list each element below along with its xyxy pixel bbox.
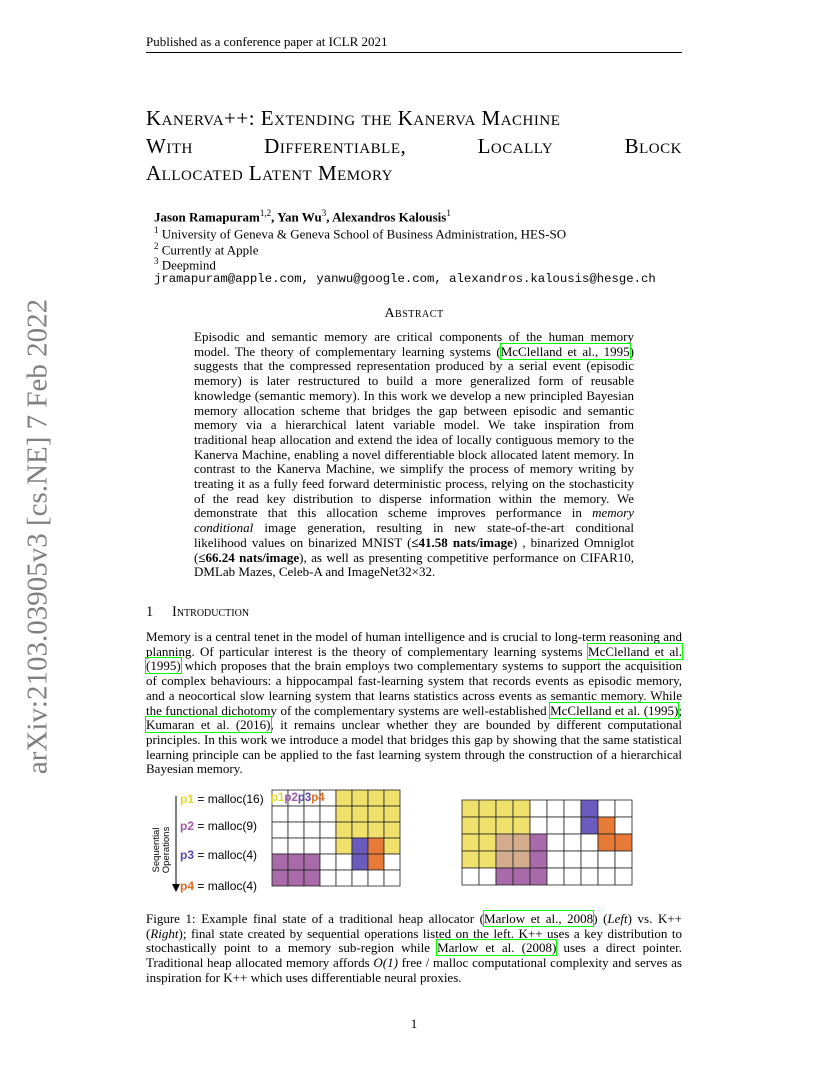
caption-text: free / malloc computational complexity and serves as inspiration for K++ which uses differentiable neural proxies. xyxy=(146,955,682,985)
figure-caption xyxy=(146,912,682,986)
memory-cell xyxy=(352,806,368,822)
memory-cell xyxy=(564,851,581,868)
title-word: Differentiable, xyxy=(264,134,407,158)
axis-label xyxy=(152,826,172,874)
title-line-1: Kanerva++: Extending the Kanerva Machine xyxy=(146,106,561,130)
page-number: 1 xyxy=(410,1016,418,1031)
memory-cell xyxy=(352,822,368,838)
sequence-arrow-icon xyxy=(172,796,180,892)
memory-cell xyxy=(513,851,530,868)
op-text: = malloc(4) xyxy=(194,879,258,893)
op-tag: p1 xyxy=(180,792,195,806)
affil-text: Deepmind xyxy=(158,257,216,273)
affil-sup: 2 xyxy=(154,241,159,251)
memory-cell xyxy=(615,834,632,851)
memory-cell xyxy=(581,851,598,868)
memory-cell xyxy=(513,800,530,817)
citation-link[interactable]: McClelland et al. (1995) xyxy=(550,702,679,718)
op-tag: p2 xyxy=(180,819,195,833)
section-number: 1 xyxy=(146,604,154,620)
memory-cell xyxy=(352,838,368,854)
memory-cell xyxy=(352,790,368,806)
memory-cell xyxy=(462,868,479,885)
memory-cell xyxy=(320,854,336,870)
op-text: = malloc(4) xyxy=(194,848,258,862)
memory-cell xyxy=(304,822,320,838)
memory-cell xyxy=(581,834,598,851)
memory-cell xyxy=(384,806,400,822)
memory-cell xyxy=(320,870,336,886)
memory-cell xyxy=(547,851,564,868)
result-mnist: ≤41.58 nats/image xyxy=(411,534,513,550)
abstract-heading: Abstract xyxy=(384,306,444,321)
memory-cell xyxy=(272,806,288,822)
memory-cell xyxy=(513,868,530,885)
memory-cell xyxy=(336,854,352,870)
memory-cell xyxy=(272,870,288,886)
memory-cell xyxy=(288,822,304,838)
author-list xyxy=(154,208,451,225)
author-emails: jramapuram@apple.com, yanwu@google.com, alexandros.kalousis@hesge.ch xyxy=(154,272,656,286)
caption-text: ) vs. K++ ( xyxy=(146,911,682,941)
affil-sup: 1 xyxy=(154,225,159,235)
memory-cell xyxy=(479,800,496,817)
citation-link[interactable]: Marlow et al. (2008) xyxy=(437,940,557,956)
memory-cell xyxy=(479,817,496,834)
affil-text: University of Geneva & Geneva School of Business Administration, HES-SO xyxy=(158,226,567,242)
abstract-body xyxy=(194,330,634,580)
memory-cell xyxy=(304,838,320,854)
title-line-3: Allocated Latent Memory xyxy=(146,161,393,185)
memory-cell xyxy=(304,870,320,886)
pointer-tag: p4 xyxy=(311,792,325,804)
memory-cell xyxy=(496,800,513,817)
figure-heap-allocator xyxy=(150,788,420,898)
memory-cell xyxy=(368,806,384,822)
memory-cell xyxy=(615,851,632,868)
memory-cell xyxy=(352,854,368,870)
abstract-text: ) suggests that the compressed representation produced by a serial event (episodic memory) is later restructured to build a more generalized form of reusable knowledge (semantic memory). In this work we develop a new principled Bayesian memory allocation scheme that bridges the gap between episodic and semantic memory via a hierarchical latent variable model. We take inspiration from traditional heap allocation and extend the idea of locally contiguous memory to the Kanerva Machine, enabling a novel differentiable block allocated latent memory. In contrast to the Kanerva Machine, we simplify the process of memory writing by treating it as a fully feed forward deterministic process, relying on the stochasticity of the read key distribution to disperse information within the memory. We demonstrate that this allocation scheme improves performance in xyxy=(194,343,634,521)
kpp-grid-svg xyxy=(460,798,636,894)
memory-cell xyxy=(336,790,352,806)
memory-cell xyxy=(368,870,384,886)
memory-cell xyxy=(462,800,479,817)
paper-title xyxy=(146,106,682,196)
memory-cell xyxy=(462,817,479,834)
abstract-text: image generation, resulting in new state-of-the-art conditional likelihood values on binarized MNIST ( xyxy=(194,520,634,550)
citation-link[interactable]: Kumaran et al. (2016) xyxy=(146,717,271,733)
intro-text: which proposes that the brain employs two complementary systems to support the acquisition of complex behaviours: a hippocampal fast-learning system that records events as episodic memory, and a neocortical slow learning system that learns statistics across events as semantic memory. While the functional dichotomy of the complementary systems are well-established xyxy=(146,658,682,718)
memory-cell xyxy=(336,870,352,886)
memory-cell xyxy=(615,817,632,834)
memory-cell xyxy=(530,800,547,817)
section-title: Introduction xyxy=(172,604,250,620)
abstract-text: ), as well as presenting competitive performance on CIFAR10, DMLab Mazes, Celeb-A and ImageNet32×32. xyxy=(194,549,634,580)
op-text: = malloc(9) xyxy=(194,819,258,833)
memory-cell xyxy=(496,817,513,834)
author-name: , Alexandros Kalousis xyxy=(326,209,447,225)
memory-cell xyxy=(564,868,581,885)
intro-paragraph xyxy=(146,630,682,777)
memory-cell xyxy=(547,817,564,834)
citation-link[interactable]: McClelland et al., 1995 xyxy=(500,343,630,359)
memory-cell xyxy=(547,868,564,885)
figure-kanerva-pp xyxy=(460,798,636,894)
memory-cell xyxy=(530,834,547,851)
pointer-tag: p1 xyxy=(271,792,285,804)
memory-cell xyxy=(384,838,400,854)
memory-cell xyxy=(288,806,304,822)
author-affil-sup: 3 xyxy=(321,208,327,218)
op-tag: p3 xyxy=(180,848,195,862)
arxiv-stamp: arXiv:2103.03905v3 [cs.NE] 7 Feb 2022 xyxy=(21,298,54,775)
caption-text: uses a direct pointer. Traditional heap allocated memory affords xyxy=(146,940,682,971)
memory-cell xyxy=(581,817,598,834)
memory-cell xyxy=(384,822,400,838)
caption-text: ) ( xyxy=(593,911,608,926)
pointer-tag: p2 xyxy=(284,792,298,804)
memory-cell xyxy=(352,870,368,886)
memory-cell xyxy=(272,854,288,870)
author-name: , Yan Wu xyxy=(271,209,322,225)
op-malloc-p2 xyxy=(180,819,257,833)
memory-cell xyxy=(598,800,615,817)
affiliation xyxy=(154,225,566,242)
intro-text: , it remains unclear whether they are bounded by different computational principles. In this work we introduce a model that bridges this gap by showing that the same statistical learning principle can be applied to the fast learning system through the construction of a hierarchical Bayesian memory. xyxy=(146,717,682,777)
memory-cell xyxy=(384,790,400,806)
abstract-text: Episodic and semantic memory are critical components of the human memory model. The theory of complementary learning systems ( xyxy=(194,329,634,359)
intro-text: ; xyxy=(678,702,682,718)
result-omniglot: ≤66.24 nats/image xyxy=(198,549,300,565)
memory-cell xyxy=(336,806,352,822)
pointer-tag: p3 xyxy=(297,792,312,804)
memory-cell xyxy=(598,817,615,834)
op-text: = malloc(16) xyxy=(194,792,264,806)
memory-cell xyxy=(288,870,304,886)
title-line-2 xyxy=(146,134,682,159)
op-malloc-p3 xyxy=(180,848,257,862)
memory-cell xyxy=(384,854,400,870)
header-rule xyxy=(146,52,682,53)
affil-text: Currently at Apple xyxy=(158,242,259,258)
citation-link[interactable]: Marlow et al., 2008 xyxy=(484,911,594,926)
memory-cell xyxy=(479,868,496,885)
author-affil-sup: 1 xyxy=(446,208,451,218)
memory-cell xyxy=(564,834,581,851)
axis-label-line: Sequential xyxy=(151,827,162,873)
memory-cell xyxy=(272,822,288,838)
caption-emphasis: Right xyxy=(150,925,179,941)
memory-cell xyxy=(462,851,479,868)
title-word: Locally xyxy=(477,134,554,158)
memory-cell xyxy=(462,834,479,851)
memory-cell xyxy=(581,800,598,817)
citation-link[interactable]: McClelland et al. (1995) xyxy=(146,643,682,674)
memory-cell xyxy=(547,800,564,817)
memory-cell xyxy=(479,851,496,868)
memory-cell xyxy=(320,822,336,838)
abstract-text: ) , binarized Omniglot ( xyxy=(194,534,635,565)
memory-cell xyxy=(513,834,530,851)
section-heading xyxy=(146,604,249,621)
memory-cell xyxy=(320,806,336,822)
caption-math: O(1) xyxy=(373,955,398,971)
memory-cell xyxy=(530,851,547,868)
pointer-tags xyxy=(271,792,325,804)
affil-sup: 3 xyxy=(154,256,159,266)
memory-cell xyxy=(272,838,288,854)
memory-cell xyxy=(564,800,581,817)
memory-cell xyxy=(496,851,513,868)
op-malloc-p4 xyxy=(180,879,257,893)
memory-cell xyxy=(598,834,615,851)
memory-cell xyxy=(598,868,615,885)
affiliation xyxy=(154,256,216,273)
memory-cell xyxy=(368,822,384,838)
memory-cell xyxy=(368,854,384,870)
memory-cell xyxy=(615,800,632,817)
abstract-emphasis: memory conditional xyxy=(194,505,634,536)
axis-label-line: Operations xyxy=(161,826,172,874)
memory-cell xyxy=(336,822,352,838)
caption-emphasis: Left xyxy=(607,911,628,926)
memory-cell xyxy=(530,817,547,834)
memory-cell xyxy=(513,817,530,834)
memory-cell xyxy=(288,854,304,870)
memory-cell xyxy=(530,868,547,885)
running-header: Published as a conference paper at ICLR 2021 xyxy=(146,34,388,49)
memory-cell xyxy=(304,806,320,822)
memory-cell xyxy=(547,834,564,851)
op-tag: p4 xyxy=(180,879,195,893)
memory-cell xyxy=(598,851,615,868)
memory-cell xyxy=(479,834,496,851)
memory-cell xyxy=(288,838,304,854)
memory-cell xyxy=(320,838,336,854)
memory-cell xyxy=(336,838,352,854)
title-word: Block xyxy=(624,134,682,158)
author-name: Jason Ramapuram xyxy=(154,209,260,225)
op-malloc-p1 xyxy=(180,792,264,806)
memory-cell xyxy=(564,817,581,834)
memory-cell xyxy=(581,868,598,885)
memory-cell xyxy=(368,790,384,806)
memory-cell xyxy=(384,870,400,886)
title-word: With xyxy=(146,134,193,158)
intro-text: Memory is a central tenet in the model of human intelligence and is crucial to long-term reasoning and planning. Of particular interest is the theory of complementary learning systems xyxy=(146,629,682,659)
memory-cell xyxy=(304,854,320,870)
memory-cell xyxy=(615,868,632,885)
memory-cell xyxy=(496,868,513,885)
memory-cell xyxy=(368,838,384,854)
memory-cell xyxy=(496,834,513,851)
caption-text: Figure 1: Example final state of a traditional heap allocator ( xyxy=(146,911,485,926)
author-affil-sup: 1,2 xyxy=(259,208,272,218)
caption-text: ); final state created by sequential operations listed on the left. K++ uses a key distribution to stochastically point to a memory sub-region while xyxy=(146,925,682,956)
